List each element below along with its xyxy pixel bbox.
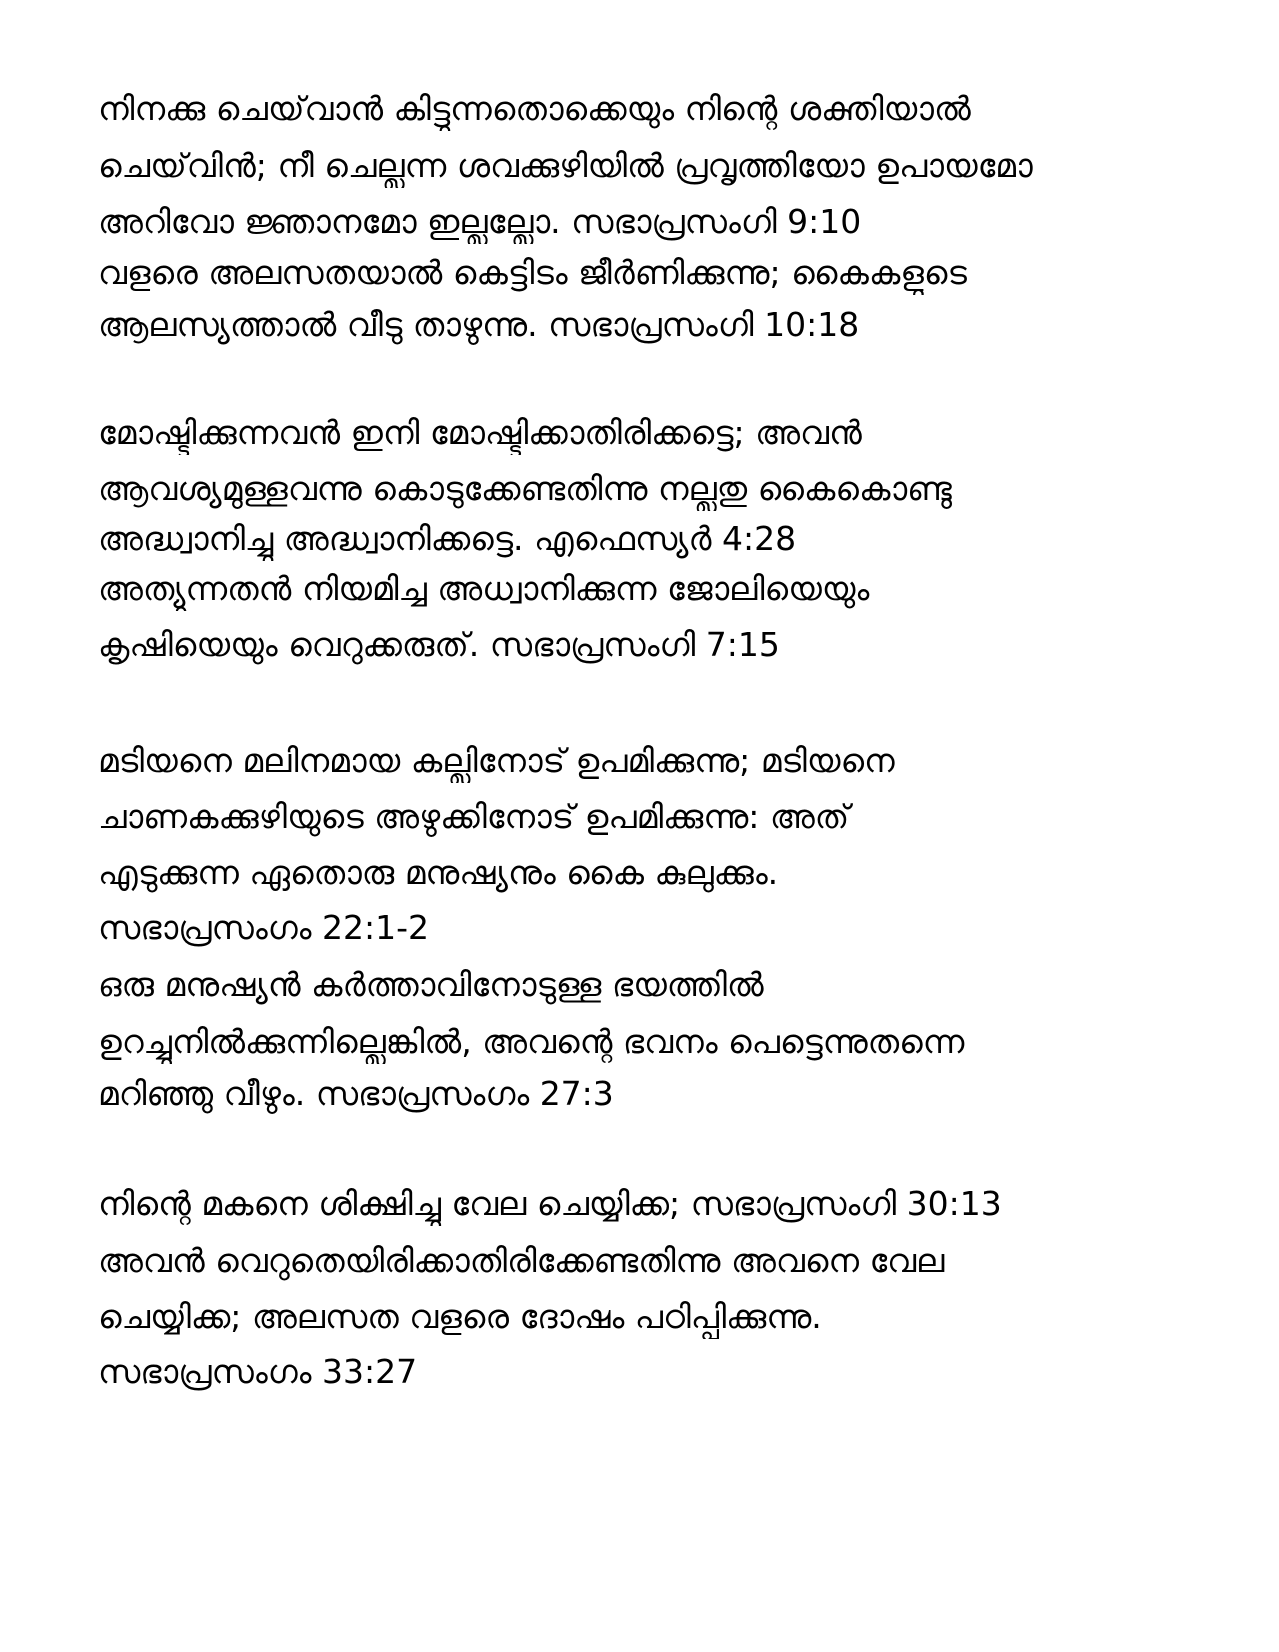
text-line: ചാണകക്കുഴിയുടെ അഴുക്കിനോട് ഉപമിക്കുന്നു: അത് xyxy=(98,797,850,836)
text-line: കൃഷിയെയും വെറുക്കരുത്. സഭാപ്രസംഗി 7:15 xyxy=(98,625,780,664)
text-line: മറിഞ്ഞു വീഴും. സഭാപ്രസംഗം 27:3 xyxy=(98,1074,614,1113)
text-line: നിന്റെ മകനെ ശിക്ഷിച്ചു വേല ചെയ്യിക്ക; സഭാപ്രസംഗി 30:13 xyxy=(98,1184,1002,1223)
text-line: വളരെ അലസതയാൽ കെട്ടിടം ജീർണിക്കുന്നു; കൈകളുടെ xyxy=(98,253,967,292)
text-line: സഭാപ്രസംഗം 22:1-2 xyxy=(98,908,430,947)
text-line: മടിയനെ മലിനമായ കല്ലിനോട് ഉപമിക്കുന്നു; മടിയനെ xyxy=(98,741,895,780)
text-line: നിനക്കു ചെയ്‌വാൻ കിട്ടുന്നതൊക്കെയും നിന്റെ ശക്തിയാൽ xyxy=(98,89,971,128)
text-line: ഉറച്ചുനിൽക്കുന്നില്ലെങ്കിൽ, അവന്റെ ഭവനം പെട്ടെന്നുതന്നെ xyxy=(98,1022,965,1061)
text-line: ഒരു മനുഷ്യൻ കർത്താവിനോടുള്ള ഭയത്തിൽ xyxy=(98,965,764,1004)
text-line: ചെയ്യിക്ക; അലസത വളരെ ദോഷം പഠിപ്പിക്കുന്നു. xyxy=(98,1297,822,1336)
text-line: അദ്ധ്വാനിച്ചു അദ്ധ്വാനിക്കട്ടെ. എഫെസ്യർ 4:28 xyxy=(98,519,797,558)
text-line: ആലസ്യത്താൽ വീടു താഴുന്നു. സഭാപ്രസംഗി 10:18 xyxy=(98,305,860,344)
text-line: ചെയ്‌വിൻ; നീ ചെല്ലുന്ന ശവക്കുഴിയിൽ പ്രവൃത്തിയോ ഉപായമോ xyxy=(98,146,1033,185)
text-line: സഭാപ്രസംഗം 33:27 xyxy=(98,1352,418,1391)
text-line: അറിവോ ജ്ഞാനമോ ഇല്ലല്ലോ. സഭാപ്രസംഗി 9:10 xyxy=(98,202,862,241)
text-line: എടുക്കുന്ന ഏതൊരു മനുഷ്യനും കൈ കുലുക്കും. xyxy=(98,853,779,892)
text-line: മോഷ്ടിക്കുന്നവൻ ഇനി മോഷ്ടിക്കാതിരിക്കട്ടെ; അവൻ xyxy=(98,413,862,452)
text-line: അവൻ വെറുതെയിരിക്കാതിരിക്കേണ്ടതിന്നു അവനെ വേല xyxy=(98,1241,945,1280)
text-line: ആവശ്യമുള്ളവന്നു കൊടുക്കേണ്ടതിന്നു നല്ലതു കൈകൊണ്ടു xyxy=(98,469,952,508)
text-line: അത്യുന്നതൻ നിയമിച്ച അധ്വാനിക്കുന്ന ജോലിയെയും xyxy=(98,569,870,608)
